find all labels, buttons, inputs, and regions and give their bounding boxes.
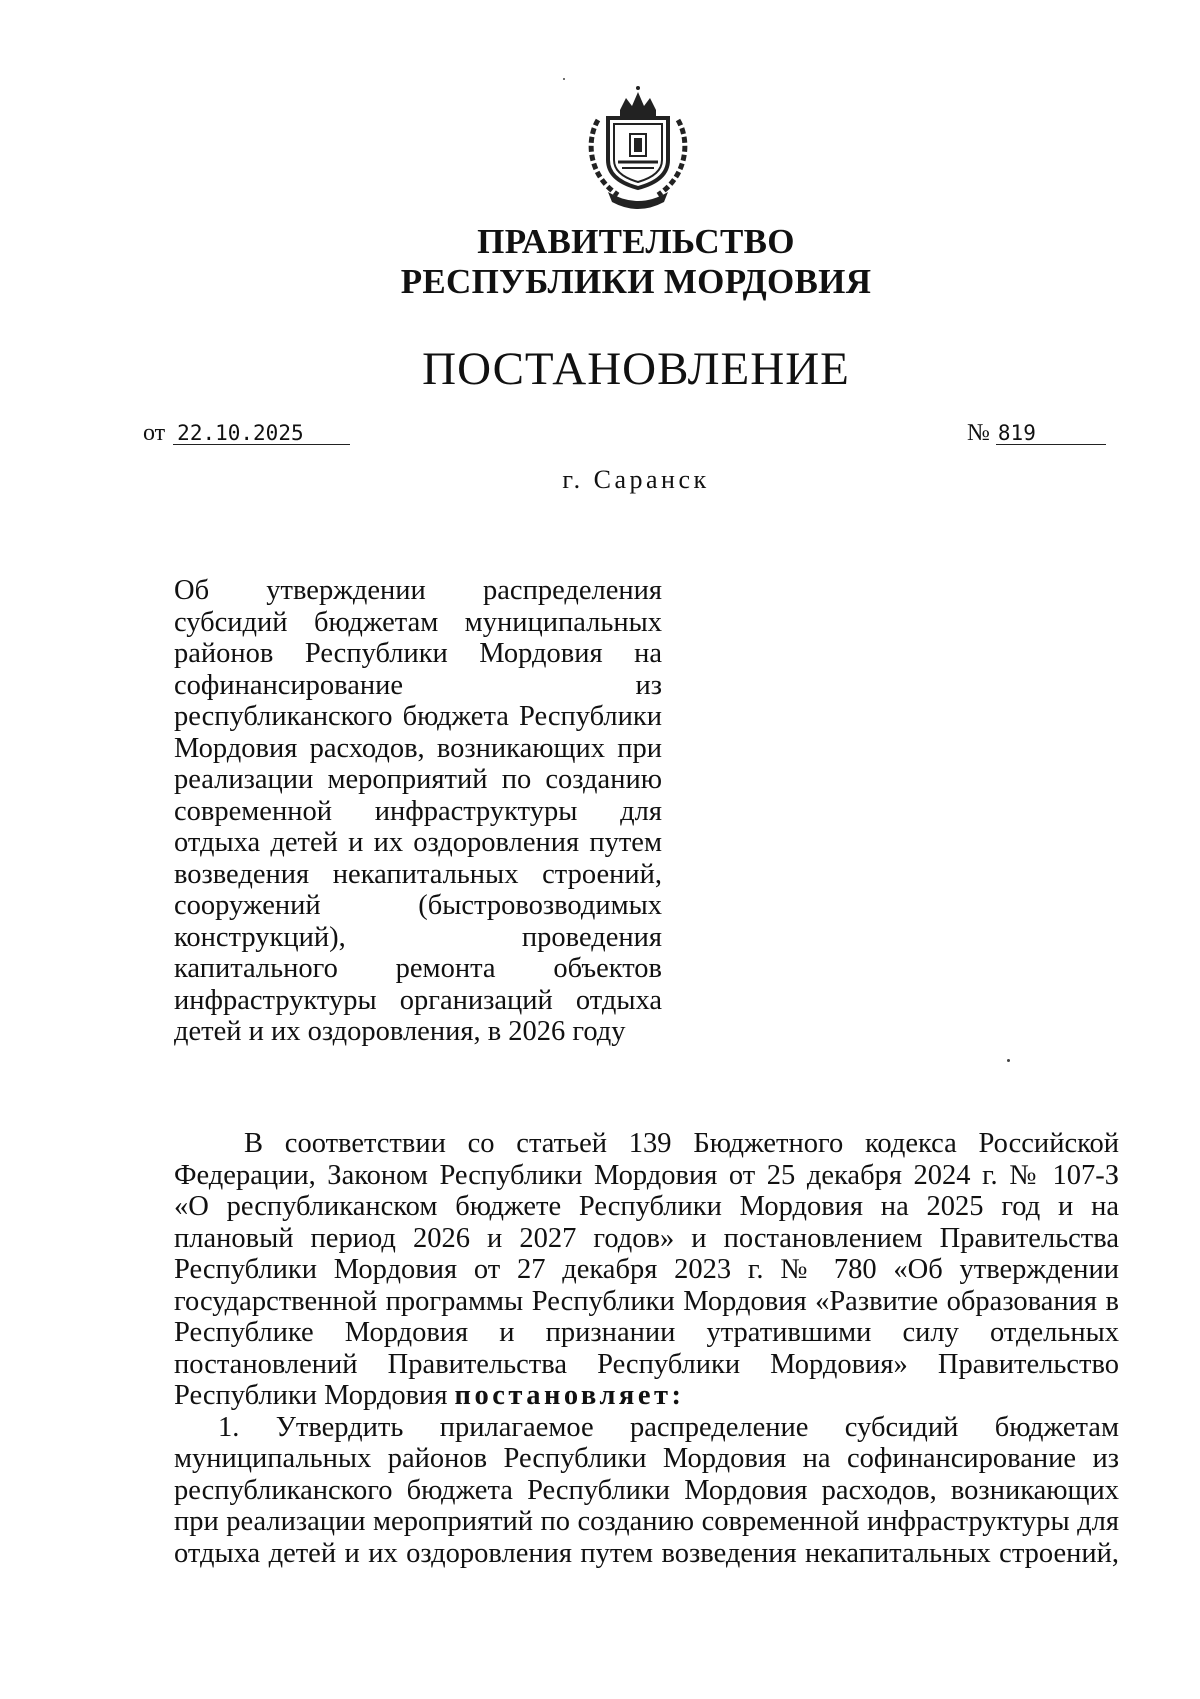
subject-line: детей и их оздоровления, в 2026 году bbox=[174, 1016, 626, 1047]
preamble-line: государственной программы Республики Мордовия «Развитие образования в bbox=[174, 1285, 1119, 1317]
city-name: г. Саранск bbox=[562, 465, 710, 494]
subject-line: реализации мероприятий по созданию bbox=[174, 764, 662, 795]
decree-word: постановляет: bbox=[454, 1380, 685, 1411]
decree-lead: Республики Мордовия bbox=[174, 1380, 448, 1411]
item1-line: 1. Утвердить прилагаемое распределение субсидий бюджетам bbox=[218, 1411, 1119, 1443]
subject-line: современной инфраструктуры для bbox=[174, 795, 662, 827]
preamble-line: Республики Мордовия от 27 декабря 2023 г. № 780 «Об утверждении bbox=[174, 1254, 1119, 1285]
preamble-line: постановлений Правительства Республики Мордовия» Правительство bbox=[174, 1348, 1119, 1380]
date-prefix: от bbox=[143, 420, 166, 446]
subject-line: районов Республики Мордовия на bbox=[174, 638, 662, 669]
item1-line: при реализации мероприятий по созданию современной инфраструктуры для bbox=[174, 1506, 1119, 1537]
subject-line: Мордовия расходов, возникающих при bbox=[174, 732, 662, 764]
body-text bbox=[174, 1128, 1119, 1569]
org-title-line1: ПРАВИТЕЛЬСТВО bbox=[477, 222, 795, 261]
number-prefix: № bbox=[967, 420, 990, 446]
item1-line: республиканского бюджета Республики Мордовия расходов, возникающих bbox=[174, 1474, 1119, 1506]
subject-line: капитального ремонта объектов bbox=[174, 953, 662, 984]
item1-line: отдыха детей и их оздоровления путем возведения некапитальных строений, bbox=[174, 1537, 1119, 1569]
subject-line: инфраструктуры организаций отдыха bbox=[174, 984, 662, 1016]
date-row bbox=[143, 418, 350, 448]
scan-speck bbox=[1007, 1059, 1010, 1062]
date-value: 22.10.2025 bbox=[173, 422, 349, 445]
preamble-line: плановый период 2026 и 2027 годов» и постановлением Правительства bbox=[174, 1222, 1119, 1254]
subject-line: республиканского бюджета Республики bbox=[174, 701, 662, 732]
preamble-line: В соответствии со статьей 139 Бюджетного кодекса Российской bbox=[244, 1128, 1119, 1159]
item1-line: муниципальных районов Республики Мордовия на софинансирование из bbox=[174, 1443, 1119, 1474]
org-title-line2: РЕСПУБЛИКИ МОРДОВИЯ bbox=[400, 262, 872, 301]
subject-line: субсидий бюджетам муниципальных bbox=[174, 606, 662, 638]
preamble-line: Федерации, Законом Республики Мордовия от 25 декабря 2024 г. № 107-З bbox=[174, 1159, 1119, 1191]
subject-line: конструкций), проведения bbox=[174, 921, 662, 953]
subject-line: Об утверждении распределения bbox=[174, 575, 662, 606]
scan-speck bbox=[563, 78, 565, 80]
coat-of-arms-emblem bbox=[578, 80, 698, 210]
number-row bbox=[967, 418, 1106, 448]
subject-block bbox=[174, 575, 662, 1048]
subject-line: отдыха детей и их оздоровления путем bbox=[174, 827, 662, 858]
preamble-line: «О республиканском бюджете Республики Мордовия на 2025 год и на bbox=[174, 1191, 1119, 1222]
subject-line: софинансирование из bbox=[174, 669, 662, 701]
decree-line bbox=[174, 1380, 1119, 1412]
subject-line: сооружений (быстровозводимых bbox=[174, 890, 662, 921]
number-value: 819 bbox=[996, 422, 1106, 445]
preamble-line: Республике Мордовия и признании утратившими силу отдельных bbox=[174, 1317, 1119, 1348]
subject-line: возведения некапитальных строений, bbox=[174, 858, 662, 890]
document-type: ПОСТАНОВЛЕНИЕ bbox=[422, 343, 850, 395]
